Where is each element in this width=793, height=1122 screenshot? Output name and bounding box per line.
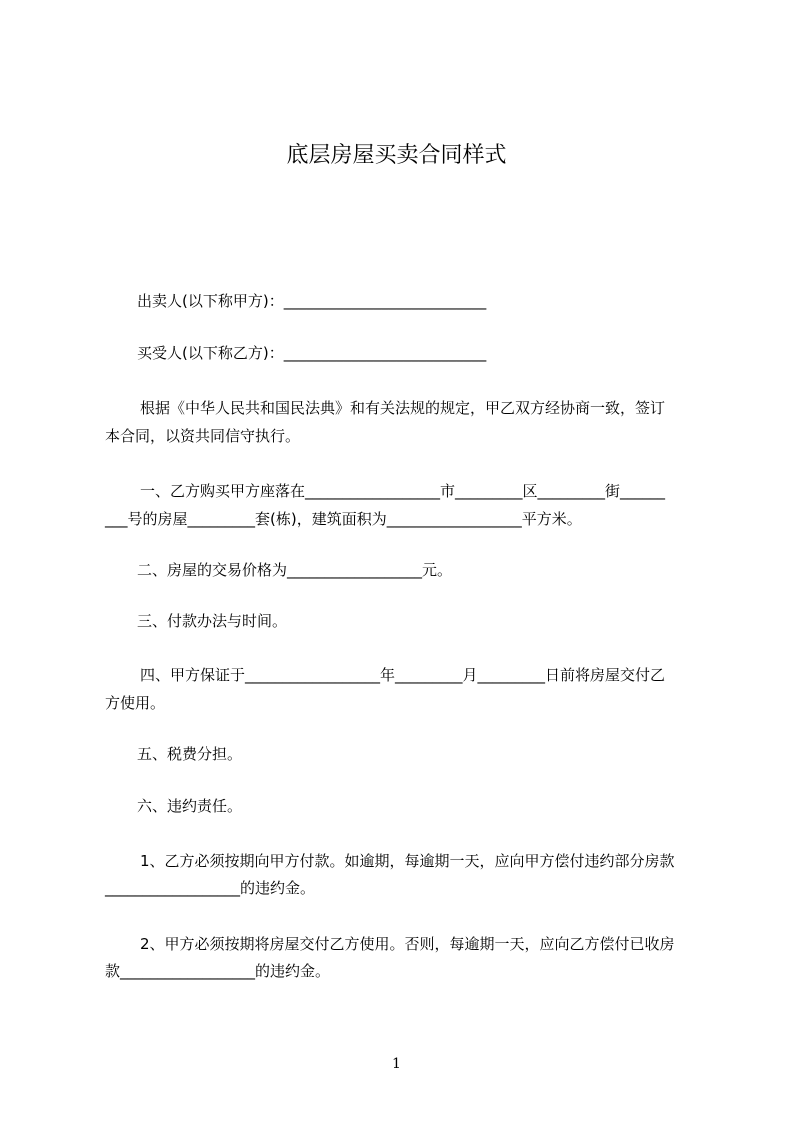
clause-6-line: 六、违约责任。 (137, 797, 243, 815)
clause-6-1-line-1: 1、乙方必须按期向甲方付款。如逾期，每逾期一天，应向甲方偿付违约部分房款 (140, 852, 675, 870)
clause-6-1-line-2: __________________的违约金。 (105, 879, 316, 897)
clause-3-line: 三、付款办法与时间。 (137, 612, 288, 630)
preamble-line-1: 根据《中华人民共和国民法典》和有关法规的规定，甲乙双方经协商一致，签订 (140, 399, 666, 417)
clause-4-line-1: 四、甲方保证于__________________年_________月_________日前将房屋交付乙 (140, 666, 666, 684)
seller-line: 出卖人(以下称甲方)：___________________________ (137, 292, 487, 310)
document-title: 底层房屋买卖合同样式 (286, 143, 507, 168)
buyer-line: 买受人(以下称乙方)：___________________________ (137, 344, 487, 362)
clause-5-line: 五、税费分担。 (137, 745, 243, 763)
preamble-line-2: 本合同，以资共同信守执行。 (105, 427, 301, 445)
clause-2-line: 二、房屋的交易价格为__________________元。 (137, 561, 453, 579)
clause-6-2-line-2: 款__________________的违约金。 (105, 962, 331, 980)
clause-1-line-2: ___号的房屋_________套(栋)，建筑面积为__________________平方米。 (105, 510, 582, 528)
clause-6-2-line-1: 2、甲方必须按期将房屋交付乙方使用。否则，每逾期一天，应向乙方偿付已收房 (140, 935, 675, 953)
clause-4-line-2: 方使用。 (105, 694, 166, 712)
clause-1-line-1: 一、乙方购买甲方座落在__________________市_________区_________街______ (140, 482, 666, 500)
page-number: 1 (392, 1056, 401, 1072)
